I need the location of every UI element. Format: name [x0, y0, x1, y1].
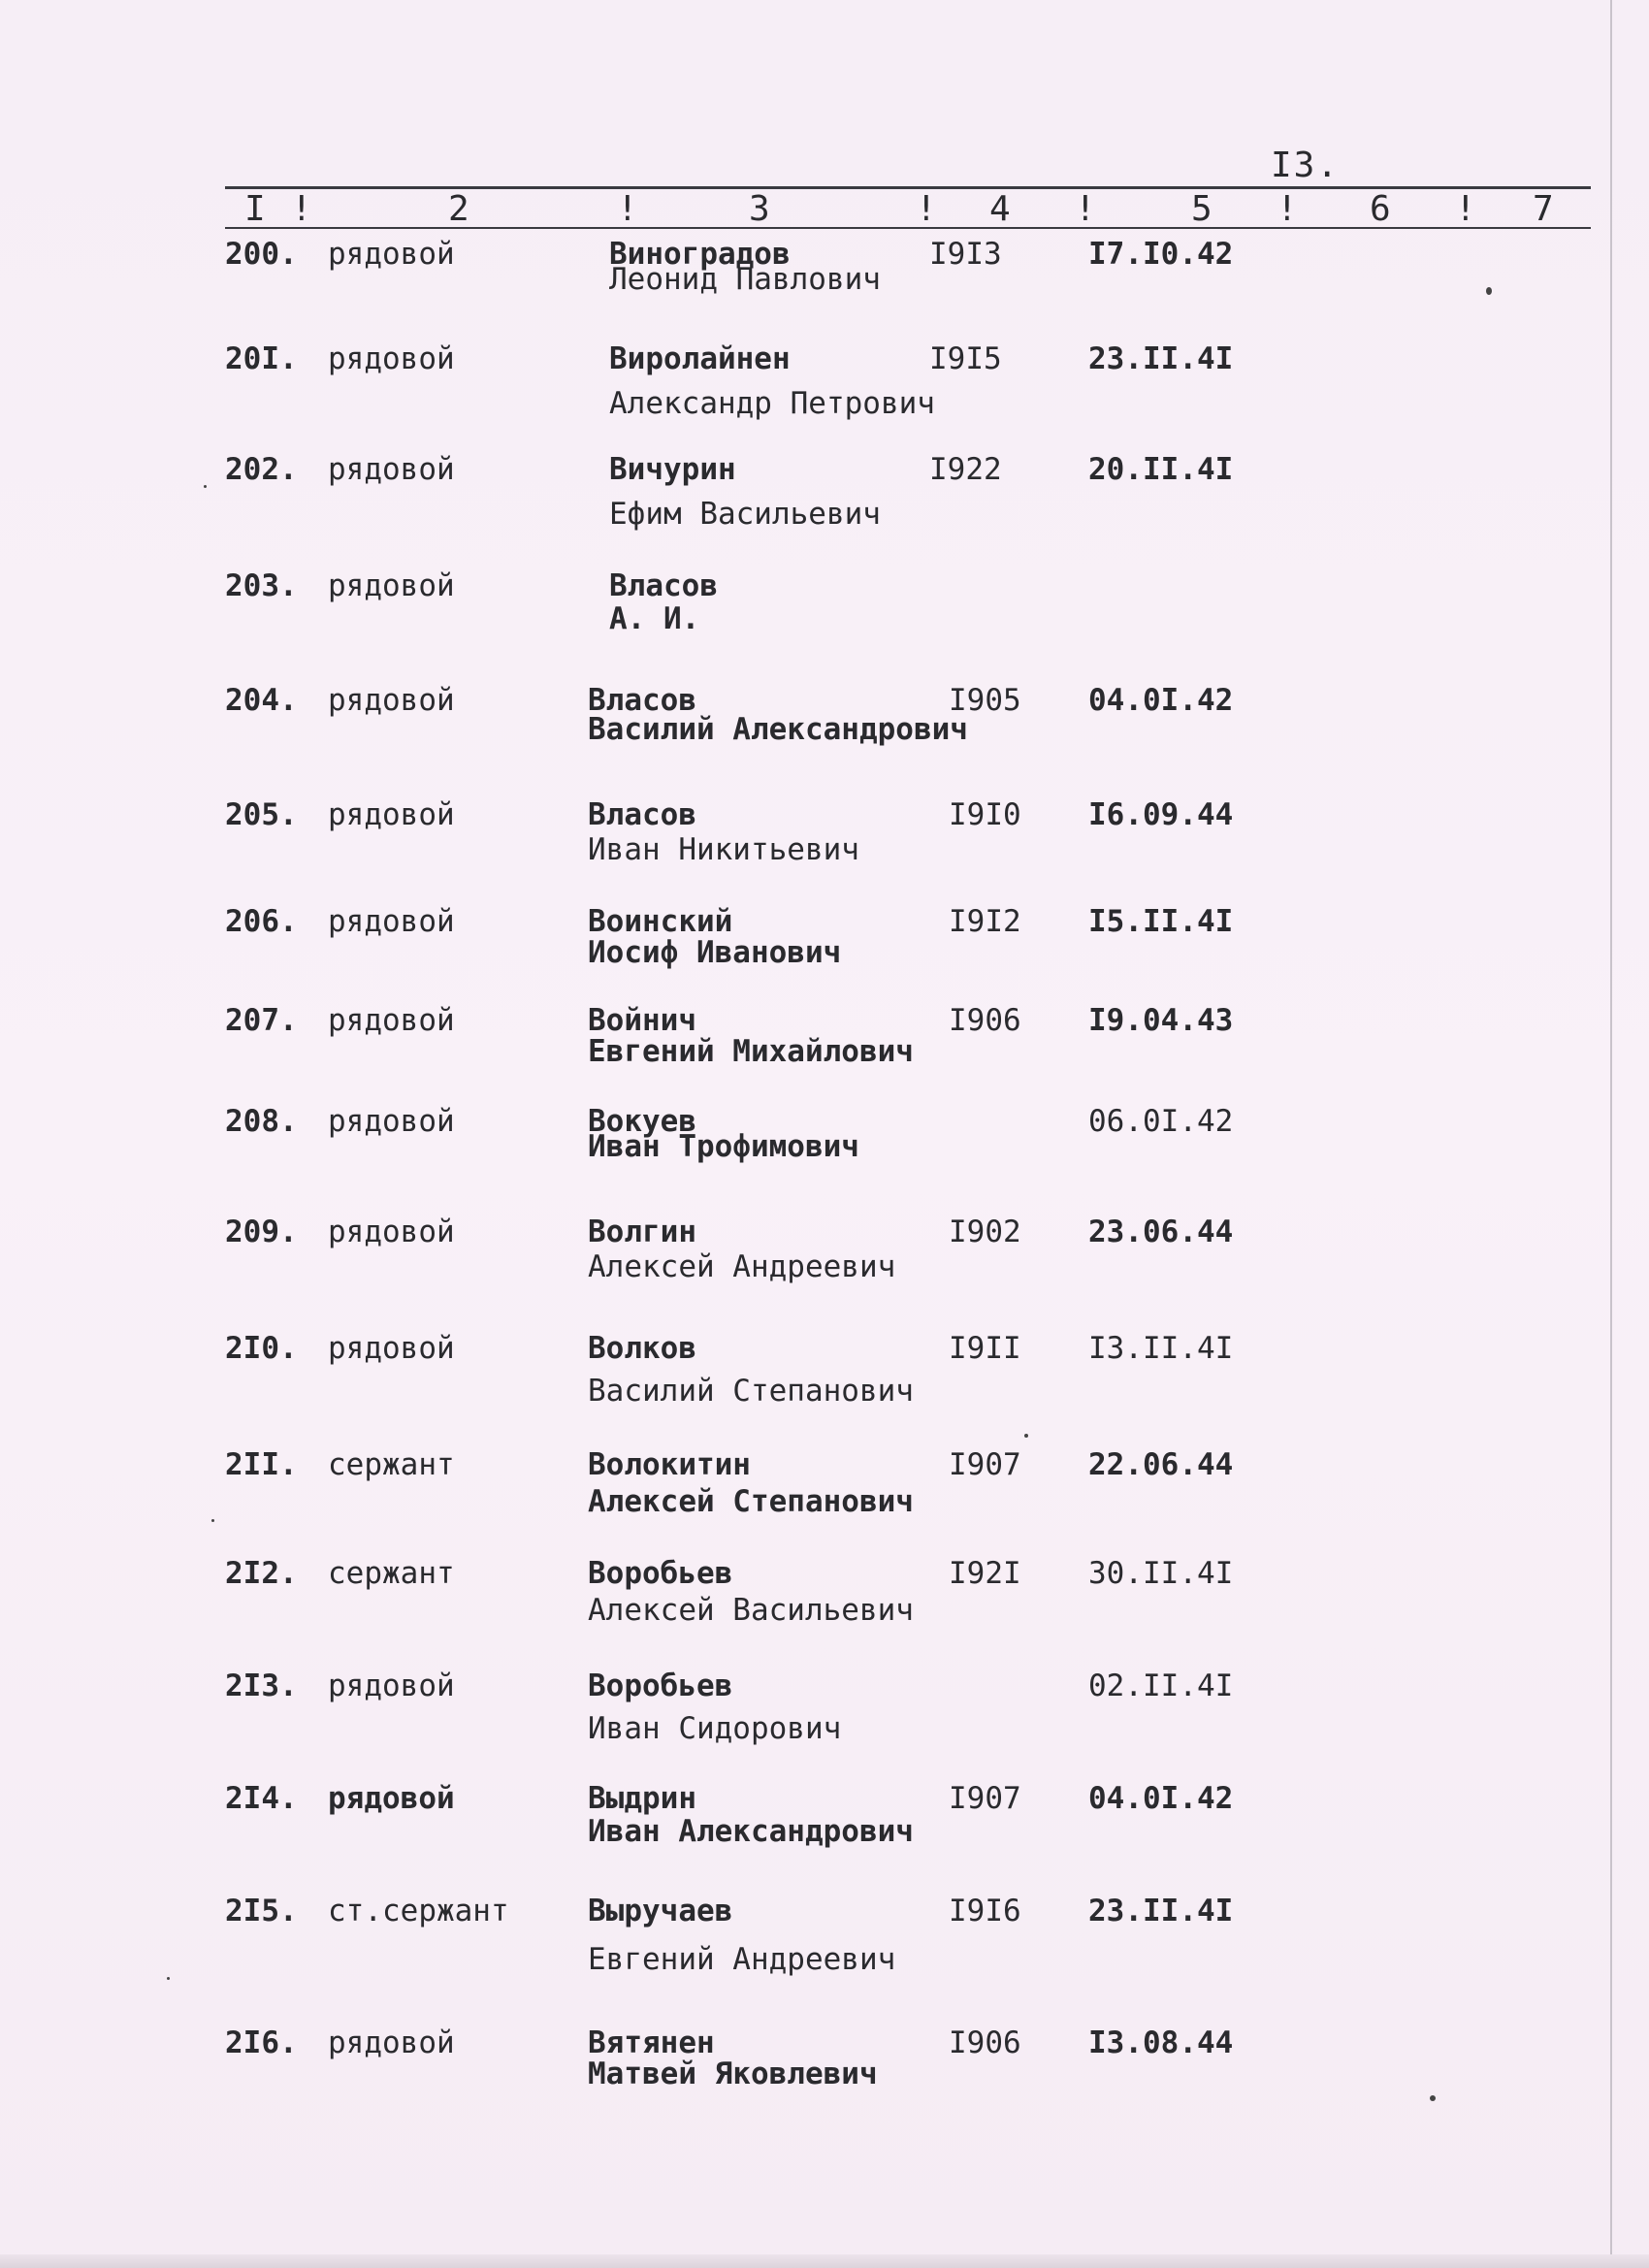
- entry-surname: Волокитин: [588, 1447, 751, 1482]
- entry-given-name: Алексей Васильевич: [588, 1593, 914, 1628]
- entry-given-name: Иван Александрович: [588, 1814, 914, 1849]
- entry-surname: Вокуев: [588, 1104, 696, 1139]
- entry-rank: рядовой: [328, 2025, 455, 2060]
- entry-given-name: Иван Сидорович: [588, 1711, 842, 1746]
- column-separator: !: [1455, 189, 1476, 229]
- table-row: [0, 1215, 1649, 1284]
- scan-speck: [1024, 1434, 1028, 1438]
- column-header-7: 7: [1533, 189, 1554, 229]
- table-row: [0, 904, 1649, 970]
- entry-date: I7.I0.42: [1088, 237, 1234, 272]
- entry-surname: Власов: [588, 683, 696, 718]
- entry-given-name: Василий Степанович: [588, 1374, 914, 1409]
- entry-rank: рядовой: [328, 1331, 455, 1366]
- entry-rank: рядовой: [328, 1669, 455, 1703]
- table-row: [0, 2025, 1649, 2091]
- entry-rank: рядовой: [328, 904, 455, 939]
- entry-birth-year: I9I5: [929, 341, 1002, 376]
- entry-rank: рядовой: [328, 341, 455, 376]
- table-row: [0, 341, 1649, 421]
- column-header-3: 3: [749, 189, 770, 229]
- entry-birth-year: I906: [949, 1003, 1021, 1038]
- entry-rank: рядовой: [328, 237, 455, 272]
- entry-rank: рядовой: [328, 797, 455, 832]
- entry-surname: Власов: [588, 797, 696, 832]
- entry-surname: Выручаев: [588, 1894, 733, 1928]
- entry-given-name: Александр Петрович: [609, 386, 935, 421]
- entry-rank: рядовой: [328, 1215, 455, 1249]
- scan-speck: [167, 1977, 170, 1980]
- entry-rank: ст.сержант: [328, 1894, 509, 1928]
- entry-rank: рядовой: [328, 452, 455, 487]
- table-row: [0, 1331, 1649, 1409]
- entry-date: 23.II.4I: [1088, 1894, 1234, 1928]
- entry-given-name: Евгений Михайлович: [588, 1034, 914, 1069]
- entry-date: 04.0I.42: [1088, 1781, 1234, 1816]
- entry-number: 2I2.: [225, 1556, 298, 1591]
- scan-speck: [1430, 2095, 1436, 2101]
- column-separator: !: [916, 189, 937, 229]
- entry-surname: Власов: [609, 568, 718, 603]
- table-row: [0, 237, 1649, 295]
- entry-surname: Воробьев: [588, 1556, 733, 1591]
- table-row: [0, 683, 1649, 747]
- scan-speck: [211, 1519, 214, 1522]
- entry-birth-year: I9I6: [949, 1894, 1021, 1928]
- table-row: [0, 1104, 1649, 1162]
- entry-number: 2I4.: [225, 1781, 298, 1816]
- column-header-1: I: [244, 189, 266, 229]
- scan-speck: [1486, 287, 1492, 295]
- entry-number: 206.: [225, 904, 298, 939]
- entry-rank: рядовой: [328, 683, 455, 718]
- entry-given-name: Матвей Яковлевич: [588, 2057, 878, 2091]
- entry-birth-year: I906: [949, 2025, 1021, 2060]
- table-row: [0, 797, 1649, 867]
- entry-surname: Вичурин: [609, 452, 736, 487]
- table-row: [0, 568, 1649, 636]
- entry-number: 2I0.: [225, 1331, 298, 1366]
- entry-birth-year: I9I3: [929, 237, 1002, 272]
- entry-date: I3.II.4I: [1088, 1331, 1234, 1366]
- table-row: [0, 1447, 1649, 1519]
- entry-number: 203.: [225, 568, 298, 603]
- entry-number: 202.: [225, 452, 298, 487]
- entry-given-name: Иван Трофимович: [588, 1129, 859, 1164]
- entry-given-name: Иосиф Иванович: [588, 935, 842, 970]
- entry-given-name: Евгений Андреевич: [588, 1942, 896, 1977]
- entry-rank: сержант: [328, 1447, 455, 1482]
- entry-date: 20.II.4I: [1088, 452, 1234, 487]
- entry-rank: рядовой: [328, 1003, 455, 1038]
- entry-given-name: Василий Александрович: [588, 712, 968, 747]
- entry-number: 2I5.: [225, 1894, 298, 1928]
- entry-number: 208.: [225, 1104, 298, 1139]
- entry-date: I6.09.44: [1088, 797, 1234, 832]
- entry-birth-year: I9I0: [949, 797, 1021, 832]
- entry-rank: рядовой: [328, 568, 455, 603]
- entry-number: 200.: [225, 237, 298, 272]
- entry-number: 209.: [225, 1215, 298, 1249]
- entry-given-name: Алексей Андреевич: [588, 1249, 896, 1284]
- table-row: [0, 1781, 1649, 1849]
- entry-given-name: Иван Никитьевич: [588, 832, 859, 867]
- column-separator: !: [291, 189, 312, 229]
- column-header-4: 4: [989, 189, 1011, 229]
- entry-date: I9.04.43: [1088, 1003, 1234, 1038]
- entry-birth-year: I9I2: [949, 904, 1021, 939]
- entry-given-name: А. И.: [609, 601, 700, 636]
- entry-number: 204.: [225, 683, 298, 718]
- column-separator: !: [1075, 189, 1096, 229]
- table-row: [0, 1669, 1649, 1746]
- entry-birth-year: I907: [949, 1781, 1021, 1816]
- entry-number: 2I6.: [225, 2025, 298, 2060]
- entry-date: I3.08.44: [1088, 2025, 1234, 2060]
- column-header-5: 5: [1191, 189, 1212, 229]
- entry-number: 20I.: [225, 341, 298, 376]
- entry-surname: Виноградов: [609, 237, 791, 272]
- column-separator: !: [1277, 189, 1298, 229]
- entry-given-name: Алексей Степанович: [588, 1484, 914, 1519]
- entry-birth-year: I92I: [949, 1556, 1021, 1591]
- entry-surname: Волков: [588, 1331, 696, 1366]
- table-row: [0, 452, 1649, 532]
- entry-number: 2II.: [225, 1447, 298, 1482]
- entry-rank: рядовой: [328, 1781, 455, 1816]
- entry-surname: Выдрин: [588, 1781, 696, 1816]
- entry-date: 23.06.44: [1088, 1215, 1234, 1249]
- entry-surname: Виролайнен: [609, 341, 791, 376]
- entry-rank: сержант: [328, 1556, 455, 1591]
- entry-given-name: Ефим Васильевич: [609, 497, 881, 532]
- entry-surname: Воинский: [588, 904, 733, 939]
- scan-edge-bottom: [0, 2254, 1649, 2268]
- entry-date: 22.06.44: [1088, 1447, 1234, 1482]
- entry-number: 2I3.: [225, 1669, 298, 1703]
- page-number: I3.: [1271, 146, 1341, 185]
- entry-number: 207.: [225, 1003, 298, 1038]
- entry-given-name: Леонид Павлович: [609, 262, 881, 297]
- entry-birth-year: I905: [949, 683, 1021, 718]
- entry-date: I5.II.4I: [1088, 904, 1234, 939]
- entry-date: 02.II.4I: [1088, 1669, 1234, 1703]
- entry-date: 23.II.4I: [1088, 341, 1234, 376]
- column-separator: !: [617, 189, 638, 229]
- entry-date: 30.II.4I: [1088, 1556, 1234, 1591]
- entry-date: 04.0I.42: [1088, 683, 1234, 718]
- entry-birth-year: I902: [949, 1215, 1021, 1249]
- column-header-2: 2: [448, 189, 469, 229]
- table-row: [0, 1003, 1649, 1069]
- column-header-6: 6: [1370, 189, 1391, 229]
- entry-surname: Воробьев: [588, 1669, 733, 1703]
- table-row: [0, 1894, 1649, 1977]
- entry-surname: Вятянен: [588, 2025, 715, 2060]
- scan-speck: [204, 485, 207, 488]
- entry-birth-year: I922: [929, 452, 1002, 487]
- entry-birth-year: I907: [949, 1447, 1021, 1482]
- entry-birth-year: I9II: [949, 1331, 1021, 1366]
- table-row: [0, 1556, 1649, 1628]
- entry-surname: Волгин: [588, 1215, 696, 1249]
- entry-date: 06.0I.42: [1088, 1104, 1234, 1139]
- entry-surname: Войнич: [588, 1003, 696, 1038]
- entry-number: 205.: [225, 797, 298, 832]
- entry-rank: рядовой: [328, 1104, 455, 1139]
